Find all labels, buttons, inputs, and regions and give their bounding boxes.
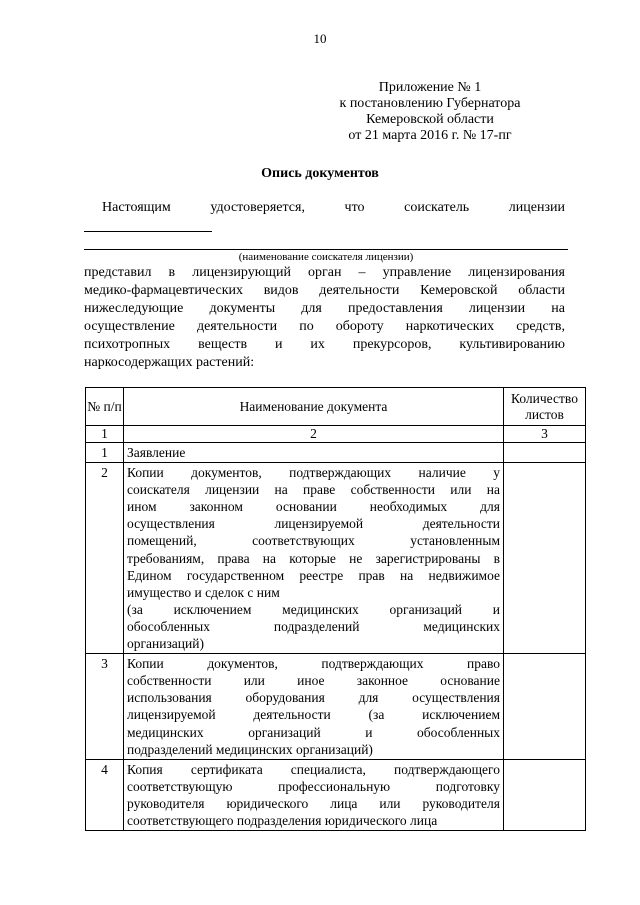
applicant-name-line — [84, 249, 568, 250]
page-number: 10 — [313, 31, 327, 46]
header-name: Наименование документа — [124, 388, 504, 426]
body-line: наркосодержащих растений: — [84, 355, 255, 370]
row-document-name — [124, 463, 504, 654]
column-number: 1 — [86, 426, 124, 443]
column-number: 3 — [504, 426, 586, 443]
row-number: 4 — [86, 759, 124, 830]
row-text-line: соответствующую профессиональную подготовку — [127, 778, 500, 794]
column-number-row — [86, 426, 586, 443]
row-text-line: Едином государственном реестре прав на недвижимое — [127, 567, 500, 583]
appendix-line: к постановлению Губернатора — [339, 96, 521, 111]
row-sheets-cell[interactable] — [504, 463, 586, 654]
table-row — [86, 654, 586, 760]
row-text-line: организаций) — [127, 636, 204, 652]
appendix-line: Кемеровской области — [366, 112, 494, 127]
row-document-name — [124, 654, 504, 760]
row-sheets-cell[interactable] — [504, 759, 586, 830]
row-text-line: Заявление — [127, 445, 186, 460]
appendix-line: Приложение № 1 — [378, 80, 482, 95]
row-text-line: лицензируемой деятельности (за исключением — [127, 707, 500, 723]
row-number: 3 — [86, 654, 124, 760]
row-text-line: ином законном основании необходимых для — [127, 499, 500, 515]
appendix-line: от 21 марта 2016 г. № 17-пг — [348, 128, 512, 143]
row-text-line: Копия сертификата специалиста, подтверждающего — [127, 761, 500, 777]
body-line: осуществление деятельности по обороту наркотических средств, — [84, 319, 565, 334]
row-sheets-cell[interactable] — [504, 654, 586, 760]
row-text-line: имущество и сделок с ним — [127, 584, 280, 600]
row-number: 2 — [86, 463, 124, 654]
intro-lead: Настоящим удостоверяется, что соискатель лицензии — [102, 200, 565, 215]
column-number: 2 — [124, 426, 504, 443]
row-number: 1 — [86, 443, 124, 463]
body-line: психотропных веществ и их прекурсоров, культивированию — [84, 337, 565, 352]
applicant-name-caption: (наименование соискателя лицензии) — [238, 251, 414, 263]
row-text-line: подразделений медицинских организаций) — [127, 741, 373, 757]
document-title: Опись документов — [261, 166, 379, 181]
body-line: медико-фармацевтических видов деятельности Кемеровской области — [84, 283, 565, 298]
row-text-line: медицинских организаций и обособленных — [127, 724, 500, 740]
row-sheets-cell[interactable] — [504, 443, 586, 463]
header-sheets: Количество листов — [504, 388, 586, 426]
row-text-line: Копии документов, подтверждающих наличие у — [127, 465, 500, 481]
row-document-name — [124, 443, 504, 463]
body-line: представил в лицензирующий орган – управление лицензирования — [84, 265, 565, 280]
body-line: нижеследующие документы для предоставления лицензии на — [84, 301, 565, 316]
table-header-row — [86, 388, 586, 426]
row-text-line: осуществления лицензируемой деятельности — [127, 516, 500, 532]
row-text-line: использования оборудования для осуществления — [127, 690, 500, 706]
row-text-line: Копии документов, подтверждающих право — [127, 656, 500, 672]
documents-table — [85, 387, 586, 831]
row-text-line: обособленных подразделений медицинских — [127, 618, 500, 634]
row-text-line: руководителя юридического лица или руководителя — [127, 795, 500, 811]
row-text-line: (за исключением медицинских организаций и — [127, 601, 500, 617]
applicant-name-blank — [84, 231, 212, 232]
row-text-line: соответствующего подразделения юридического лица — [127, 812, 438, 828]
table-row — [86, 759, 586, 830]
row-text-line: соискателя лицензии на праве собственности или на — [127, 482, 500, 498]
header-num: № п/п — [86, 388, 124, 426]
intro-body — [84, 264, 565, 372]
table-row — [86, 463, 586, 654]
row-text-line: требованиям, права на которые не зарегистрированы в — [127, 550, 500, 566]
row-text-line: помещений, соответствующих установленным — [127, 533, 500, 549]
row-document-name — [124, 759, 504, 830]
appendix-block — [325, 80, 535, 144]
row-text-line: собственности или иное законное основание — [127, 673, 500, 689]
table-row — [86, 443, 586, 463]
